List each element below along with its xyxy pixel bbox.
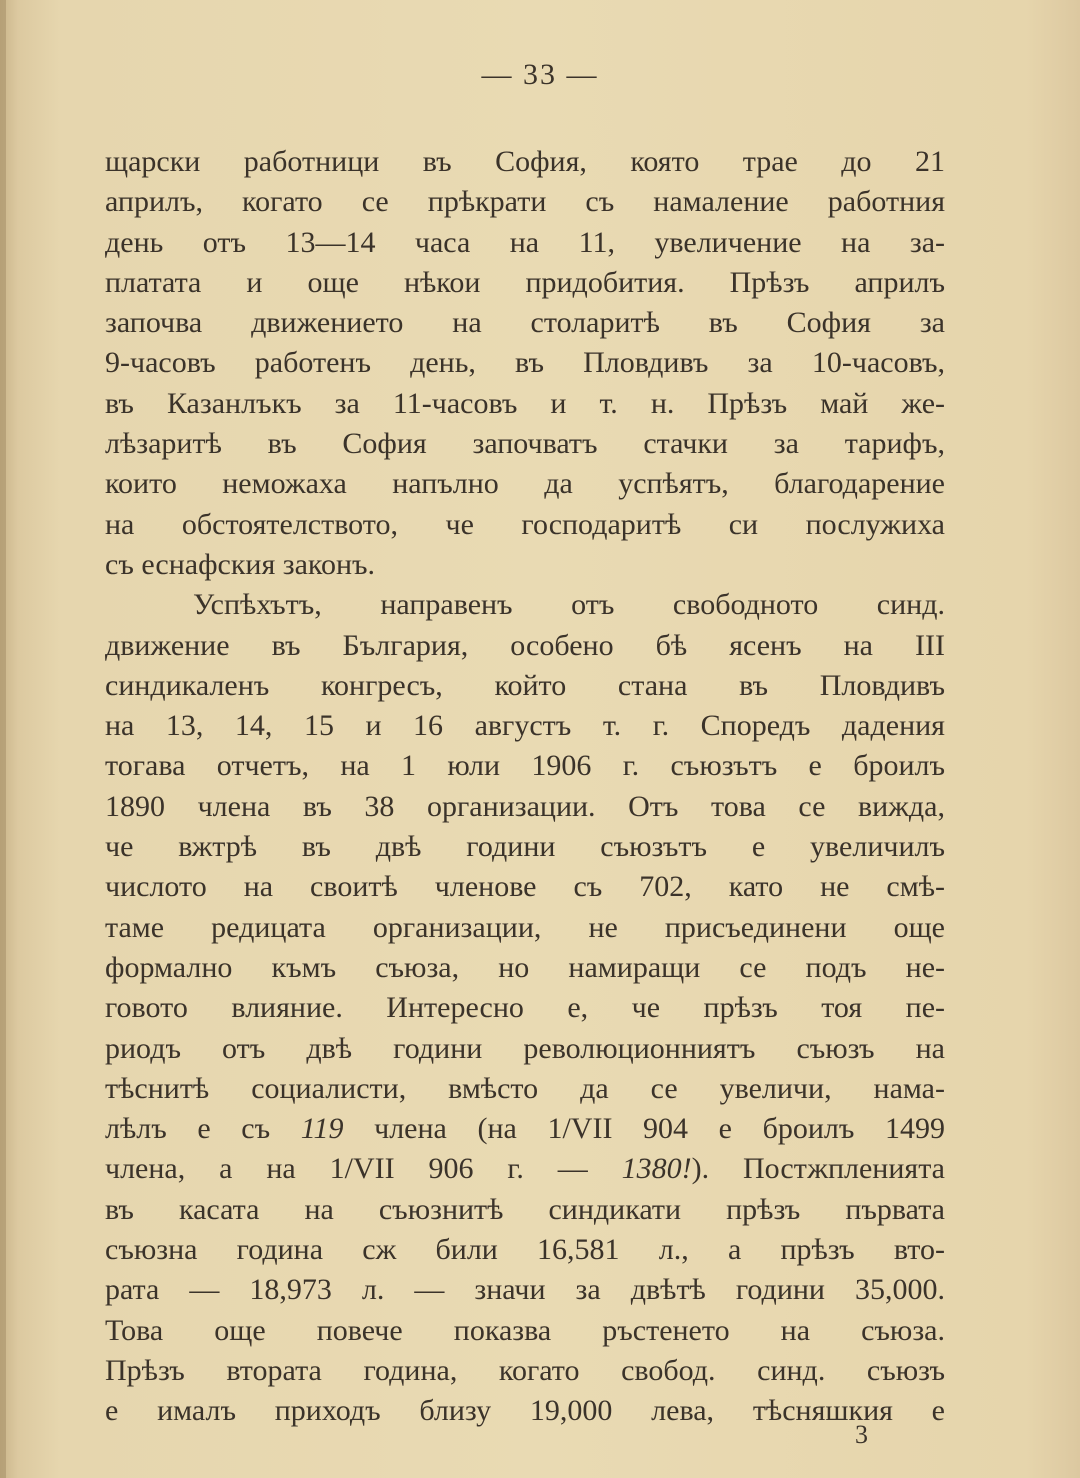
- text-line: Успѣхътъ, направенъ отъ свободното синд.: [193, 588, 945, 622]
- text-line: числото на своитѣ членове съ 702, като не смѣ-: [105, 870, 945, 904]
- text-line-mixed: [105, 1109, 945, 1149]
- text-line: започва движението на столаритѣ въ София за: [105, 306, 945, 340]
- text-line: говото влияние. Интересно е, че прѣзъ тоя пе-: [105, 991, 945, 1025]
- text-line: е ималъ приходъ близу 19,000 лева, тѣсняшкия е: [105, 1394, 945, 1428]
- text-line: на 13, 14, 15 и 16 августъ т. г. Споредъ дадения: [105, 709, 945, 743]
- text-segment: члена (на 1/VII 904 е броилъ 1499: [343, 1112, 946, 1146]
- text-line: че вжтрѣ въ двѣ години съюзътъ е увеличилъ: [105, 830, 945, 864]
- book-spine-shadow: [0, 0, 6, 1478]
- italic-number: 1380!: [621, 1152, 692, 1186]
- text-line: въ касата на съюзнитѣ синдикати прѣзъ първата: [105, 1192, 945, 1226]
- text-segment: члена, а на 1/VII 906 г. —: [105, 1152, 622, 1186]
- text-line: априлъ, когато се прѣкрати съ намаление работния: [105, 185, 945, 219]
- text-line: тогава отчетъ, на 1 юли 1906 г. съюзътъ е броилъ: [105, 749, 945, 783]
- page-body: [105, 142, 945, 1432]
- text-line: Това още повече показва ръстенето на съюза.: [105, 1313, 945, 1347]
- text-line: които неможаха напълно да успѣятъ, благодарение: [105, 467, 945, 501]
- text-line: таме редицата организации, не присъединени още: [105, 910, 945, 944]
- text-line: на обстоятелството, че господаритѣ си послужиха: [105, 507, 945, 541]
- text-line: съюзна година сж били 16,581 л., а прѣзъ вто-: [105, 1233, 945, 1267]
- text-line: тѣснитѣ социалисти, вмѣсто да се увеличи, нама-: [105, 1071, 945, 1105]
- text-line: платата и още нѣкои придобития. Прѣзъ априлъ: [105, 265, 945, 299]
- text-line-mixed: [105, 1149, 945, 1189]
- text-line: лѣзаритѣ въ София започватъ стачки за тарифъ,: [105, 427, 945, 461]
- text-line: рата — 18,973 л. — значи за двѣтѣ години 35,000.: [105, 1273, 945, 1307]
- text-segment: ). Постжпленията: [691, 1152, 945, 1186]
- text-line: 1890 члена въ 38 организации. Отъ това се вижда,: [105, 789, 945, 823]
- italic-number: 119: [300, 1112, 344, 1146]
- text-line: съ еснафския законъ.: [105, 547, 376, 581]
- text-segment: лѣлъ е съ: [105, 1112, 301, 1146]
- text-line: день отъ 13—14 часа на 11, увеличение на за-: [105, 225, 945, 259]
- text-line: синдикаленъ конгресъ, който стана въ Пловдивъ: [105, 668, 945, 702]
- signature-mark: 3: [855, 1420, 868, 1449]
- text-line: риодъ отъ двѣ години революционниятъ съюзъ на: [105, 1031, 945, 1065]
- text-line: движение въ България, особено бѣ ясенъ на III: [105, 628, 945, 662]
- text-line: формално къмъ съюза, но намиращи се подъ не-: [105, 950, 945, 984]
- page-number: — 33 —: [481, 58, 599, 91]
- text-line: 9-часовъ работенъ день, въ Пловдивъ за 10-часовъ,: [105, 346, 945, 380]
- text-line: въ Казанлъкъ за 11-часовъ и т. н. Прѣзъ май же-: [105, 386, 945, 420]
- text-line: Прѣзъ втората година, когато свобод. синд. съюзъ: [105, 1353, 945, 1387]
- text-line: щарски работници въ София, която трае до 21: [105, 145, 945, 178]
